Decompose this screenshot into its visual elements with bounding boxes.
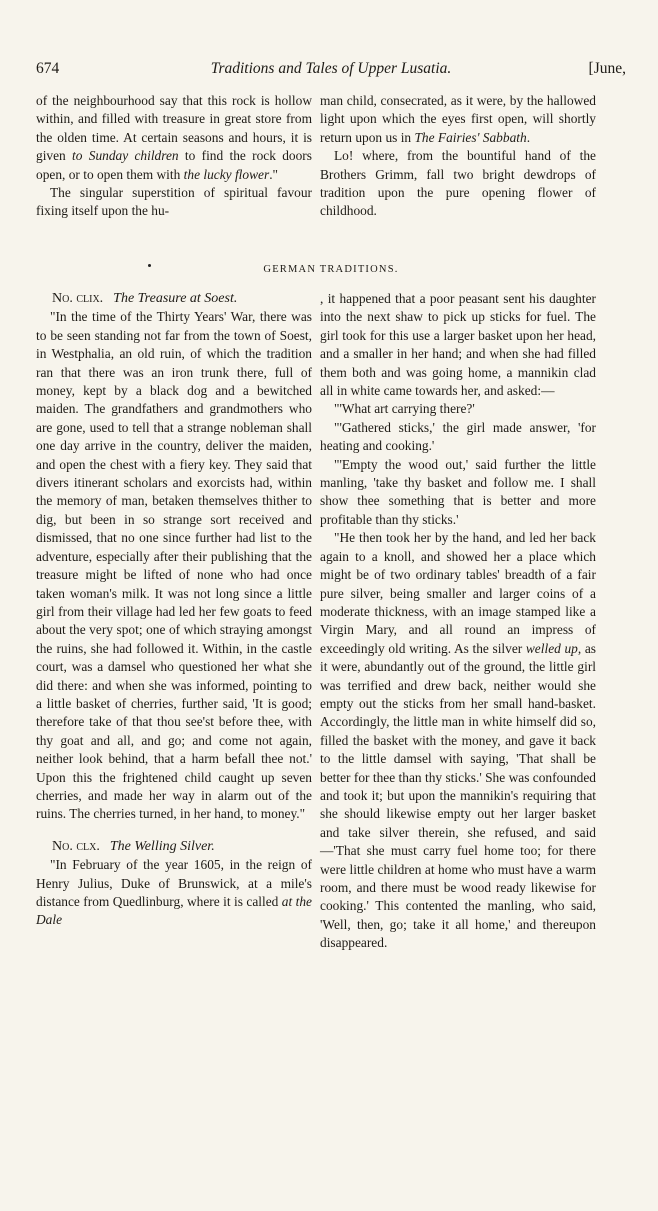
italic-run: the lucky flower [183, 166, 270, 182]
left-column [36, 290, 312, 930]
top-right-column [320, 92, 596, 221]
paragraph [36, 184, 312, 221]
text-run: . [526, 129, 531, 145]
section-heading: GERMAN TRADITIONS. [263, 264, 399, 275]
story-paragraph [36, 856, 312, 930]
italic-run: welled up [525, 640, 578, 656]
page-number: 674 [36, 60, 60, 77]
dialogue-line: "'Gathered sticks,' the girl made answer, 'for heating and cooking.' [320, 419, 596, 454]
text-run: "In February of the year 1605, in the reign of Henry Julius, Duke of Brunswick, at a mile's distance from Quedlinburg, where it is called [36, 857, 312, 909]
text-run: to find the rock doors open, or to open them with [36, 148, 312, 182]
text-run: , as it were, abundantly out of the ground, the little girl was terrified and drew back, neither would she empty out the sticks from her small hand-basket. Accordingly, the little man in white himself did so, filled the basket with the money, and gave it back to the little damsel with saying, 'That shall be better for thee than thy sticks.' She was confounded and took it; but upon the mannikin's requiring that she should likewise empty out her larger basket and take silver therein, she refused, and said—'That she must carry fuel home too; for there were little children at home who must have a warm room, and there must be wood ready likewise for cooking.' This contented the manling, who said, 'Well, then, go; take it all home,' and thereupon disappeared. [320, 640, 596, 951]
top-left-column [36, 92, 312, 221]
dialogue-line: "'What art carrying there?' [334, 401, 475, 417]
story-number: No. clx. [52, 838, 100, 854]
story-paragraph: "In the time of the Thirty Years' War, there was to be seen standing not far from the town of Soest, in Westphalia, an old ruin, of which the tradition ran that there was an iron trunk there, full of money, kept by a black dog and a bewitched maiden. The grandfathers and grandmothers who are gone, used to tell that a strange nobleman shall one day arrive in the country, deliver the maiden, and open the chest with a fiery key. They said that divers itinerant scholars and exorcists had, within the memory of man, betaken themselves thither to dig, but been in so strange sort received and dismissed, that no one since further had list to the adventure, especially after their publishing that the treasure might be lifted of none who had once taken woman's milk. It was not long since a little girl from their village had led her few goats to feed about the very spot; one of which straying amongst the ruins, she had followed it. Within, in the castle court, was a damsel who questioned her what she did there: and when she was informed, pointing to a little basket of cherries, further said, 'It is good; therefore take of that thou see'st before thee, with thy goat and all, and go; and come not again, neither look behind, that a harm befall thee not.' Upon this the frightened child caught up seven cherries, and made her way in alarm out of the ruins. The cherries turned, in her hand, to money." [36, 309, 312, 822]
italic-run: at the Dale [36, 894, 312, 928]
story-paragraph [320, 529, 596, 952]
continued-paragraph [320, 92, 596, 147]
story-heading [36, 290, 312, 308]
running-header [36, 60, 626, 84]
text-run: man child, consecrated, as it were, by the hallowed light upon which the eyes first open, will shortly return upon us in [320, 93, 596, 145]
italic-run: The Fairies' Sabbath [414, 129, 527, 145]
story-heading [36, 838, 312, 856]
story-number: No. clix. [52, 291, 104, 306]
paragraph: Lo! where, from the bountiful hand of the Brothers Grimm, fall two bright dewdrops of tradition upon the pure opening flower of childhood. [320, 148, 596, 219]
text-run: of the neighbourhood say that this rock is hollow within, and filled with treasure in great store from the olden time. At certain seasons and hours, it is given [36, 93, 312, 164]
running-title: Traditions and Tales of Upper Lusatia. [210, 60, 452, 77]
story-title: The Treasure at Soest. [113, 291, 238, 306]
text-run: ." [269, 166, 279, 182]
dialogue-line: "'Empty the wood out,' said further the little manling, 'take thy basket and follow me. I shall show thee something that is better and more profitable than thy sticks.' [320, 456, 596, 527]
text-run: The singular superstition of spiritual favour fixing itself upon the hu- [36, 185, 312, 219]
right-column [320, 290, 596, 953]
story-title: The Welling Silver. [109, 838, 215, 854]
continued-paragraph: , it happened that a poor peasant sent his daughter into the next shaw to pick up sticks for fuel. The girl took for this use a larger basket upon her head, and a smaller in her hand; and when she had filled them both and was going home, a mannikin clad all in white came towards her, and asked:— [320, 291, 596, 399]
text-run: "He then took her by the hand, and led her back again to a knoll, and showed her a place which might be of two ordinary tables' breadth of a fair pure silver, being smaller and larger coins of a moderate thickness, with an image stamped like a Virgin Mary, and all round an impress of exceedingly old writing. As the silver [320, 530, 596, 656]
header-date: [June, [588, 60, 626, 77]
continued-paragraph [36, 92, 312, 184]
italic-run: to Sunday children [72, 148, 179, 164]
